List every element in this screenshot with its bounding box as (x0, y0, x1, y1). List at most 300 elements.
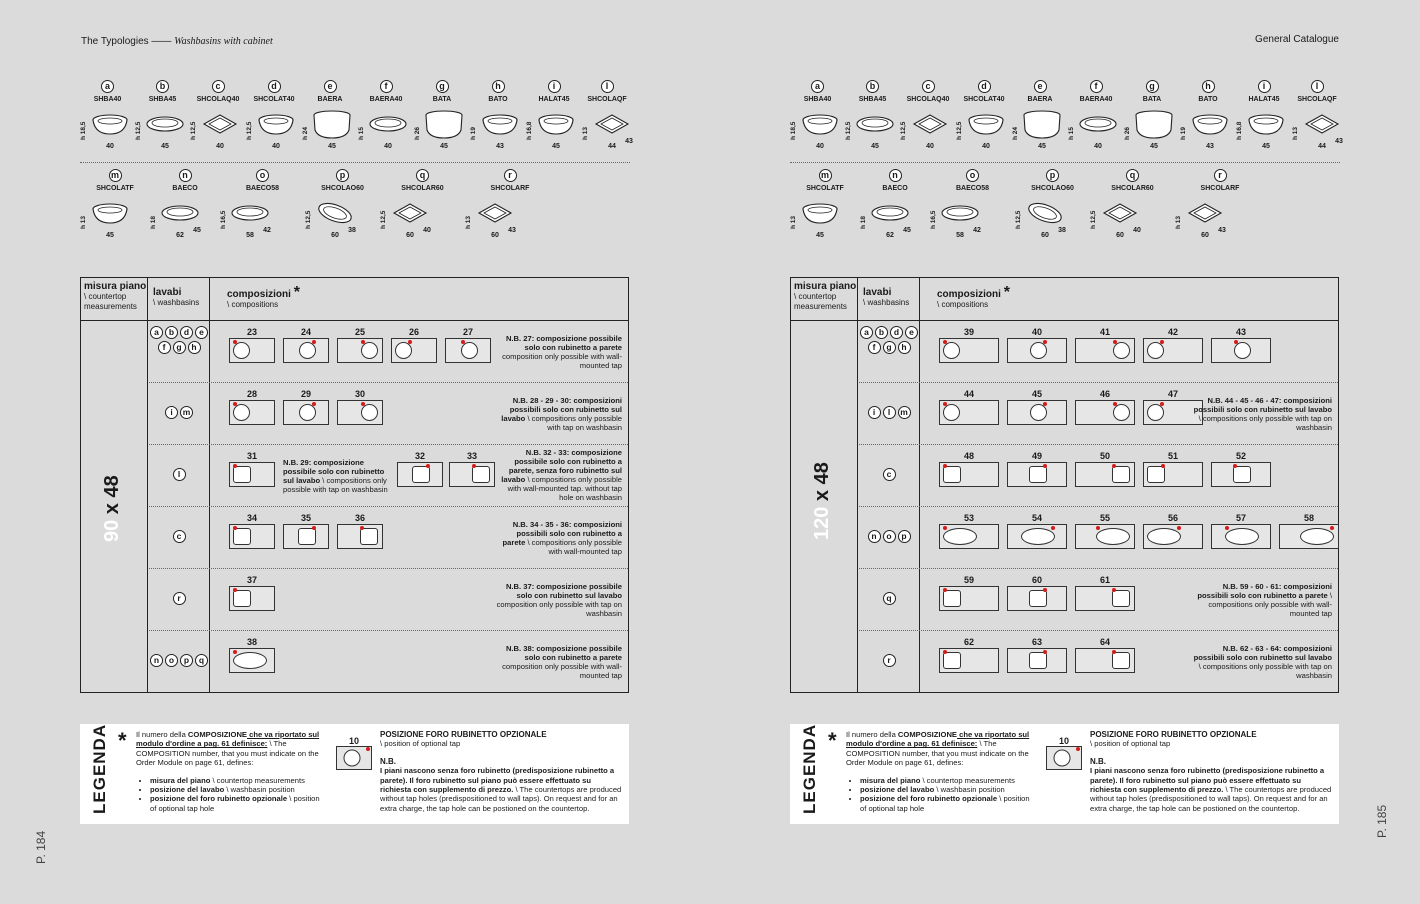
composition-48 (939, 451, 999, 487)
tap-hole-icon (1161, 464, 1165, 468)
width-label: 60 (1041, 232, 1049, 239)
typology-letter: i (1258, 80, 1271, 93)
washbasin-letter: m (898, 406, 911, 419)
basin-drawing-icon (966, 110, 1006, 140)
legend-description: Il numero della COMPOSIZIONE che va riportato sul modulo d'ordine a pag. 61 definisce: \ The COMPOSITION number, that you must indicate on the Order Module on page 61, defines: • misura del piano \ countertop measurements • posizione del lavabo \ washbasin position • posizione del foro rubinetto opzionale \ position of optional tap hole (846, 730, 1036, 813)
composition-number: 33 (466, 451, 477, 461)
basin-drawing-icon (592, 110, 632, 140)
composition-number: 40 (1031, 327, 1042, 337)
tap-hole-icon (1113, 402, 1117, 406)
countertop-drawing (283, 524, 329, 549)
height-label: h 12,5 (380, 210, 387, 229)
washbasin-outline (1147, 466, 1165, 483)
height-label: h 12,5 (190, 121, 197, 140)
width-label: 45 (1262, 143, 1270, 150)
typology-a (80, 80, 135, 160)
height-label: h 12,5 (305, 210, 312, 229)
row-washbasin-letters (859, 592, 919, 605)
typology-letter: h (1202, 80, 1215, 93)
depth-label: 43 (1218, 227, 1226, 234)
typology-letter: g (1146, 80, 1159, 93)
washbasin-letter: q (883, 592, 896, 605)
composition-64 (1075, 637, 1135, 673)
tap-hole-icon (426, 464, 430, 468)
depth-label: 43 (508, 227, 516, 234)
composition-number: 54 (1031, 513, 1042, 523)
washbasin-outline (1096, 528, 1130, 545)
composition-number: 27 (462, 327, 473, 337)
height-label: h 13 (1175, 215, 1182, 229)
countertop-drawing (449, 462, 495, 487)
tap-hole-icon (1160, 340, 1164, 344)
width-label: 60 (331, 232, 339, 239)
typology-r (465, 169, 555, 249)
legend-item: • posizione del foro rubinetto opzionale \ position of optional tap hole (860, 794, 1036, 813)
washbasin-letter: p (180, 654, 193, 667)
typology-letter: g (436, 80, 449, 93)
typology-code: SHCOLARF (1200, 185, 1240, 192)
height-label: h 12,5 (135, 121, 142, 140)
typology-code: SHCOLATF (806, 185, 844, 192)
countertop-drawing (939, 524, 999, 549)
width-label: 58 (246, 232, 254, 239)
tap-hole-icon (1225, 526, 1229, 530)
page-number: P. 185 (1375, 804, 1389, 838)
washbasin-outline (1030, 404, 1047, 421)
depth-label: 38 (1058, 227, 1066, 234)
countertop-drawing (1007, 462, 1067, 487)
width-label: 44 (608, 143, 616, 150)
composition-number: 46 (1099, 389, 1110, 399)
width-label: 62 (886, 232, 894, 239)
row-washbasin-letters (149, 530, 209, 543)
tap-hole-icon (1233, 464, 1237, 468)
typology-a (790, 80, 845, 160)
catalogue-title: General Catalogue (1255, 34, 1339, 45)
typology-letter: l (601, 80, 614, 93)
tap-hole-icon (1113, 340, 1117, 344)
height-label: h 26 (1124, 126, 1131, 140)
tap-hole-icon (312, 526, 316, 530)
depth-label: 40 (423, 227, 431, 234)
countertop-drawing (1075, 400, 1135, 425)
washbasin-outline (233, 466, 251, 483)
legend-item: • misura del piano \ countertop measurements (860, 776, 1036, 785)
basin-drawing-icon (536, 110, 576, 140)
typology-code: SHBA40 (803, 96, 832, 103)
typology-code: BATA (432, 96, 452, 103)
height-label: h 18 (150, 215, 157, 229)
typology-code: SHCOLAR60 (1111, 185, 1154, 192)
typology-p (1015, 169, 1090, 249)
composition-50 (1075, 451, 1135, 487)
height-label: h 12,5 (900, 121, 907, 140)
width-label: 45 (328, 143, 336, 150)
tap-hole-icon (1043, 402, 1047, 406)
composition-46 (1075, 389, 1135, 425)
legend-title: LEGENDA (90, 723, 109, 814)
composition-35 (283, 513, 329, 549)
row-note: N.B. 38: composizione possibile solo con rubinetto a parete composition only possible with wall-mounted tap (502, 644, 622, 680)
tap-hole-icon (361, 340, 365, 344)
composition-33 (449, 451, 495, 487)
typology-code: BATO (1198, 96, 1218, 103)
washbasin-letter: e (195, 326, 208, 339)
typology-code: SHCOLAO60 (321, 185, 364, 192)
basin-drawing-icon (1025, 199, 1065, 229)
washbasin-letter: i (165, 406, 178, 419)
width-label: 43 (496, 143, 504, 150)
typology-code: BAECO58 (245, 185, 280, 192)
washbasin-letter: f (868, 341, 881, 354)
composition-number: 42 (1167, 327, 1178, 337)
basin-drawing-icon (160, 199, 200, 229)
typology-code: HALAT45 (538, 96, 570, 103)
width-label: 45 (816, 232, 824, 239)
composition-number: 52 (1235, 451, 1246, 461)
row-note: N.B. 34 - 35 - 36: composizioni possibili solo con rubinetto a parete \ compositions only possible with wall-mounted tap (502, 520, 622, 556)
washbasin-outline (1029, 466, 1047, 483)
typology-code: SHCOLAR60 (401, 185, 444, 192)
header-measure: misura piano \ countertop measurements (84, 281, 147, 311)
typology-letter: f (1090, 80, 1103, 93)
typology-letter: a (811, 80, 824, 93)
washbasin-outline (1112, 590, 1130, 607)
composition-number: 50 (1099, 451, 1110, 461)
washbasin-outline (233, 590, 251, 607)
composition-34 (229, 513, 275, 549)
tap-hole-icon (233, 526, 237, 530)
height-label: h 16,5 (930, 210, 937, 229)
typology-code: BAERA40 (1079, 96, 1113, 103)
composition-number: 61 (1099, 575, 1110, 585)
tap-hole-icon (943, 588, 947, 592)
typology-code: BATO (488, 96, 508, 103)
row-washbasin-letters (859, 654, 919, 667)
legend-item: • posizione del foro rubinetto opzionale \ position of optional tap hole (150, 794, 326, 813)
basin-drawing-icon (910, 110, 950, 140)
composition-58 (1279, 513, 1339, 549)
legend-item: • posizione del lavabo \ washbasin position (150, 785, 326, 794)
typology-code: SHCOLAT40 (963, 96, 1005, 103)
typology-row-2 (80, 169, 555, 249)
composition-number: 64 (1099, 637, 1110, 647)
tap-hole-icon (1096, 526, 1100, 530)
washbasin-letter: h (188, 341, 201, 354)
washbasin-letter: o (883, 530, 896, 543)
washbasin-outline (461, 342, 478, 359)
washbasin-letter: o (165, 654, 178, 667)
composition-number: 55 (1099, 513, 1110, 523)
height-label: h 13 (1292, 126, 1299, 140)
composition-number: 56 (1167, 513, 1178, 523)
tap-hole-icon (943, 464, 947, 468)
tap-hole-icon (943, 340, 947, 344)
typology-g (414, 80, 470, 160)
height-label: h 19 (1180, 126, 1187, 140)
composition-25 (337, 327, 383, 363)
composition-number: 24 (300, 327, 311, 337)
countertop-drawing (229, 400, 275, 425)
legend-box (80, 724, 629, 824)
washbasin-letter: i (868, 406, 881, 419)
washbasin-outline (298, 528, 316, 545)
countertop-drawing (939, 338, 999, 363)
typology-q (1090, 169, 1175, 249)
countertop-drawing (1143, 524, 1203, 549)
washbasin-outline (943, 342, 960, 359)
tap-hole-icon (312, 340, 316, 344)
countertop-drawing (229, 586, 275, 611)
basin-drawing-icon (145, 110, 185, 140)
height-label: h 12,5 (956, 121, 963, 140)
composition-37 (229, 575, 275, 611)
washbasin-outline (1147, 404, 1164, 421)
washbasin-letter: c (883, 468, 896, 481)
washbasin-outline (472, 466, 490, 483)
tap-hole-icon (1112, 650, 1116, 654)
countertop-size: 120 x 48 (811, 462, 833, 540)
composition-36 (337, 513, 383, 549)
countertop-drawing (1279, 524, 1339, 549)
sample-number: 10 (1058, 736, 1069, 746)
basin-drawing-icon (940, 199, 980, 229)
countertop-drawing (229, 338, 275, 363)
countertop-drawing (1143, 462, 1203, 487)
washbasin-letter: r (883, 654, 896, 667)
typology-letter: p (1046, 169, 1059, 182)
typology-letter: q (416, 169, 429, 182)
tap-hole-icon (233, 588, 237, 592)
legend-tap-info: POSIZIONE FORO RUBINETTO OPZIONALE \ position of optional tap N.B. I piani nascono senza foro rubinetto (predisposizione rubinetto a parete). Il foro rubinetto sul piano può essere effettuato su richiesta con supplemento di prezzo. \ The countertops are produced without tap holes (predispositioned to wall taps). On request and for an extra charge, the tap hole can be postioned on the countertop. (1090, 730, 1332, 813)
countertop-drawing (939, 400, 999, 425)
composition-39 (939, 327, 999, 363)
washbasin-outline (360, 528, 378, 545)
width-label: 45 (106, 232, 114, 239)
washbasin-letter: l (883, 406, 896, 419)
typology-letter: h (492, 80, 505, 93)
height-label: h 15 (358, 126, 365, 140)
typology-m (80, 169, 150, 249)
washbasin-outline (943, 528, 977, 545)
tap-hole-icon (1043, 650, 1047, 654)
typology-o (930, 169, 1015, 249)
washbasin-outline (1233, 466, 1251, 483)
composition-53 (939, 513, 999, 549)
basin-drawing-icon (230, 199, 270, 229)
typology-code: SHCOLATF (96, 185, 134, 192)
composition-number: 29 (300, 389, 311, 399)
width-label: 40 (1094, 143, 1102, 150)
height-label: h 16,5 (220, 210, 227, 229)
typology-h (1180, 80, 1236, 160)
countertop-drawing (1007, 586, 1067, 611)
washbasin-letter: n (150, 654, 163, 667)
legend-item: • posizione del lavabo \ washbasin position (860, 785, 1036, 794)
width-label: 43 (1206, 143, 1214, 150)
typology-code: HALAT45 (1248, 96, 1280, 103)
typology-d (956, 80, 1012, 160)
typology-f (358, 80, 414, 160)
width-label: 60 (1116, 232, 1124, 239)
typology-code: BAERA40 (369, 96, 403, 103)
width-label: 44 (1318, 143, 1326, 150)
composition-number: 51 (1167, 451, 1178, 461)
composition-42 (1143, 327, 1203, 363)
washbasin-letter: a (150, 326, 163, 339)
row-note: N.B. 59 - 60 - 61: composizioni possibili solo con rubinetto a parete \ compositions only possible with wall-mounted tap (1197, 582, 1332, 618)
tap-hole-icon (361, 402, 365, 406)
countertop-drawing (397, 462, 443, 487)
composition-62 (939, 637, 999, 673)
typology-l (1292, 80, 1342, 160)
composition-number: 23 (246, 327, 257, 337)
basin-drawing-icon (90, 199, 130, 229)
tap-hole-icon (1234, 340, 1238, 344)
row-note: N.B. 62 - 63 - 64: composizioni possibili solo con rubinetto sul lavabo \ compositions only possible with tap on washbasin (1193, 644, 1332, 680)
washbasin-outline (943, 466, 961, 483)
washbasin-letter: b (875, 326, 888, 339)
typology-g (1124, 80, 1180, 160)
basin-drawing-icon (475, 199, 515, 229)
basin-drawing-icon (368, 110, 408, 140)
basin-drawing-icon (424, 110, 464, 140)
typology-b (135, 80, 190, 160)
washbasin-outline (233, 652, 267, 669)
typology-code: SHCOLARF (490, 185, 530, 192)
washbasin-letter: g (173, 341, 186, 354)
countertop-drawing (283, 338, 329, 363)
composition-number: 32 (414, 451, 425, 461)
tap-hole-icon (943, 526, 947, 530)
basin-drawing-icon (1185, 199, 1225, 229)
composition-number: 59 (963, 575, 974, 585)
height-label: h 16,8 (526, 121, 533, 140)
washbasin-letter: p (898, 530, 911, 543)
composition-number: 28 (246, 389, 257, 399)
washbasin-outline (299, 342, 316, 359)
washbasin-outline (1021, 528, 1055, 545)
composition-number: 49 (1031, 451, 1042, 461)
typology-letter: n (179, 169, 192, 182)
composition-60 (1007, 575, 1067, 611)
composition-56 (1143, 513, 1203, 549)
washbasin-outline (233, 528, 251, 545)
composition-number: 35 (300, 513, 311, 523)
depth-label: 45 (193, 227, 201, 234)
washbasin-outline (395, 342, 412, 359)
basin-drawing-icon (1022, 110, 1062, 140)
typology-i (526, 80, 582, 160)
typology-e (302, 80, 358, 160)
countertop-drawing (1075, 462, 1135, 487)
typology-letter: n (889, 169, 902, 182)
composition-38 (229, 637, 275, 673)
composition-number: 26 (408, 327, 419, 337)
typology-letter: r (1214, 169, 1227, 182)
composition-31 (229, 451, 275, 487)
composition-number: 25 (354, 327, 365, 337)
basin-drawing-icon (1302, 110, 1342, 140)
typology-row-1 (80, 80, 632, 160)
row-note: N.B. 28 - 29 - 30: composizioni possibili solo con rubinetto sul lavabo \ compositions only possible with tap on washbasin (501, 396, 622, 432)
composition-44 (939, 389, 999, 425)
countertop-drawing (1211, 338, 1271, 363)
width-label: 62 (176, 232, 184, 239)
tap-hole-icon (1043, 588, 1047, 592)
countertop-drawing (283, 400, 329, 425)
washbasin-outline (943, 590, 961, 607)
composition-41 (1075, 327, 1135, 363)
height-label: h 12,5 (845, 121, 852, 140)
typology-code: BAERA (1027, 96, 1053, 103)
composition-29 (283, 389, 329, 425)
countertop-drawing (1143, 338, 1203, 363)
width-label: 40 (272, 143, 280, 150)
composition-43 (1211, 327, 1271, 363)
washbasin-letter: d (180, 326, 193, 339)
washbasin-letter: l (173, 468, 186, 481)
typology-code: BAECO58 (955, 185, 990, 192)
washbasin-letter: b (165, 326, 178, 339)
washbasin-outline (361, 404, 378, 421)
tap-hole-icon (1112, 588, 1116, 592)
countertop-drawing (1075, 338, 1135, 363)
tap-hole-icon (233, 402, 237, 406)
sample-number: 10 (348, 736, 359, 746)
typology-letter: a (101, 80, 114, 93)
composition-54 (1007, 513, 1067, 549)
width-label: 40 (106, 143, 114, 150)
countertop-drawing (1211, 462, 1271, 487)
washbasin-outline (1029, 652, 1047, 669)
washbasin-letter: a (860, 326, 873, 339)
typology-letter: b (866, 80, 879, 93)
typology-letter: p (336, 169, 349, 182)
typology-c (900, 80, 956, 160)
countertop-drawing (939, 462, 999, 487)
composition-number: 34 (246, 513, 257, 523)
typology-code: SHBA45 (148, 96, 177, 103)
basin-drawing-icon (1100, 199, 1140, 229)
washbasin-outline (1300, 528, 1334, 545)
header-compositions: composizioni * \ compositions (227, 284, 300, 309)
composition-number: 63 (1031, 637, 1042, 647)
sample-composition (336, 736, 372, 770)
basin-drawing-icon (312, 110, 352, 140)
header-measure: misura piano \ countertop measurements (794, 281, 857, 311)
height-label: h 18 (860, 215, 867, 229)
typology-code: BAECO (882, 185, 908, 192)
sample-composition (1046, 736, 1082, 770)
width-label: 40 (982, 143, 990, 150)
row-washbasin-letters (149, 592, 209, 605)
composition-number: 41 (1099, 327, 1110, 337)
washbasin-letter: d (890, 326, 903, 339)
basin-drawing-icon (200, 110, 240, 140)
composition-32 (397, 451, 443, 487)
composition-number: 57 (1235, 513, 1246, 523)
washbasin-letter: g (883, 341, 896, 354)
typology-code: SHBA40 (93, 96, 122, 103)
washbasin-letter: f (158, 341, 171, 354)
composition-number: 58 (1303, 513, 1314, 523)
height-label: h 24 (302, 126, 309, 140)
sample-drawing (336, 746, 372, 775)
typology-code: BATA (1142, 96, 1162, 103)
typology-n (150, 169, 220, 249)
composition-number: 36 (354, 513, 365, 523)
